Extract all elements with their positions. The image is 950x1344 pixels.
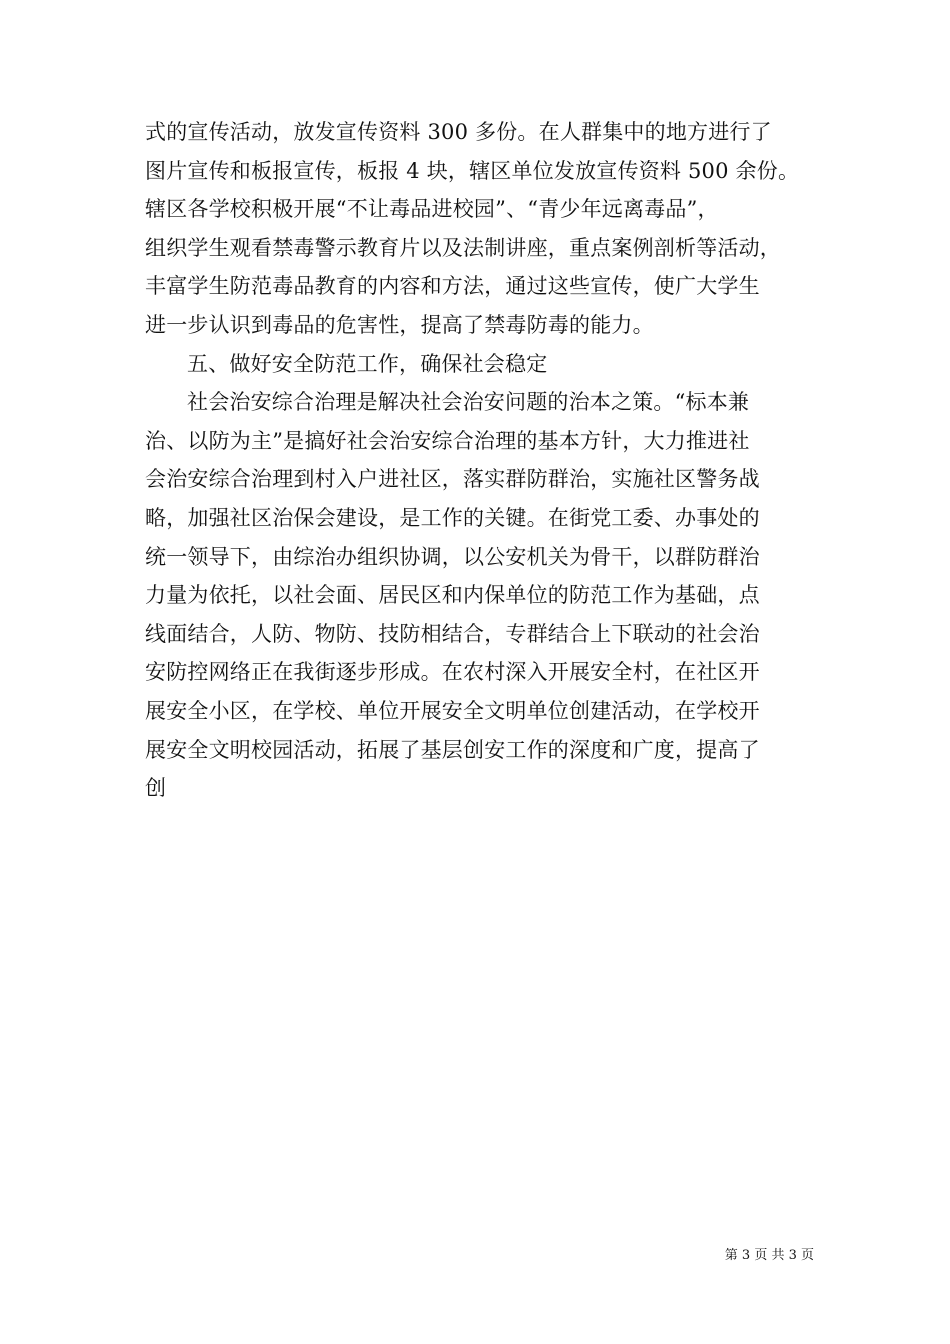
text-line: 组织学生观看禁毒警示教育片以及法制讲座，重点案例剖析等活动， [145,235,781,260]
text-line: 展安全小区，在学校、单位开展安全文明单位创建活动，在学校开 [145,698,760,723]
text-line: 式的宣传活动，放发宣传资料 300 多份。在人群集中的地方进行了 [145,120,772,144]
text-line: 线面结合，人防、物防、技防相结合，专群结合上下联动的社会治 [145,621,760,646]
text-line: 略，加强社区治保会建设，是工作的关键。在街党工委、办事处的 [145,505,760,530]
text-line: 丰富学生防范毒品教育的内容和方法，通过这些宣传，使广大学生 [145,274,760,299]
text-line: 力量为依托，以社会面、居民区和内保单位的防范工作为基础，点 [145,583,760,608]
text-line: 辖区各学校积极开展“不让毒品进校园”、“青少年远离毒品”， [145,197,719,222]
text-line: 创 [145,776,167,801]
text-line: 安防控网络正在我街逐步形成。在农村深入开展安全村，在社区开 [145,660,760,685]
body-text [145,113,815,808]
paragraph-first-line: 社会治安综合治理是解决社会治安问题的治本之策。“标本兼 [187,390,750,415]
page-number: 第 3 页 共 3 页 [724,1248,814,1263]
text-line: 统一领导下，由综治办组织协调，以公安机关为骨干，以群防群治 [145,544,760,569]
text-line: 治、以防为主”是搞好社会治安综合治理的基本方针，大力推进社 [145,428,750,453]
text-line: 展安全文明校园活动，拓展了基层创安工作的深度和广度，提高了 [145,737,760,762]
text-line: 进一步认识到毒品的危害性，提高了禁毒防毒的能力。 [145,312,654,337]
section-heading: 五、做好安全防范工作，确保社会稳定 [187,351,548,376]
text-line: 图片宣传和板报宣传，板报 4 块，辖区单位发放宣传资料 500 余份。 [145,158,800,183]
text-line: 会治安综合治理到村入户进社区，落实群防群治，实施社区警务战 [145,467,760,492]
